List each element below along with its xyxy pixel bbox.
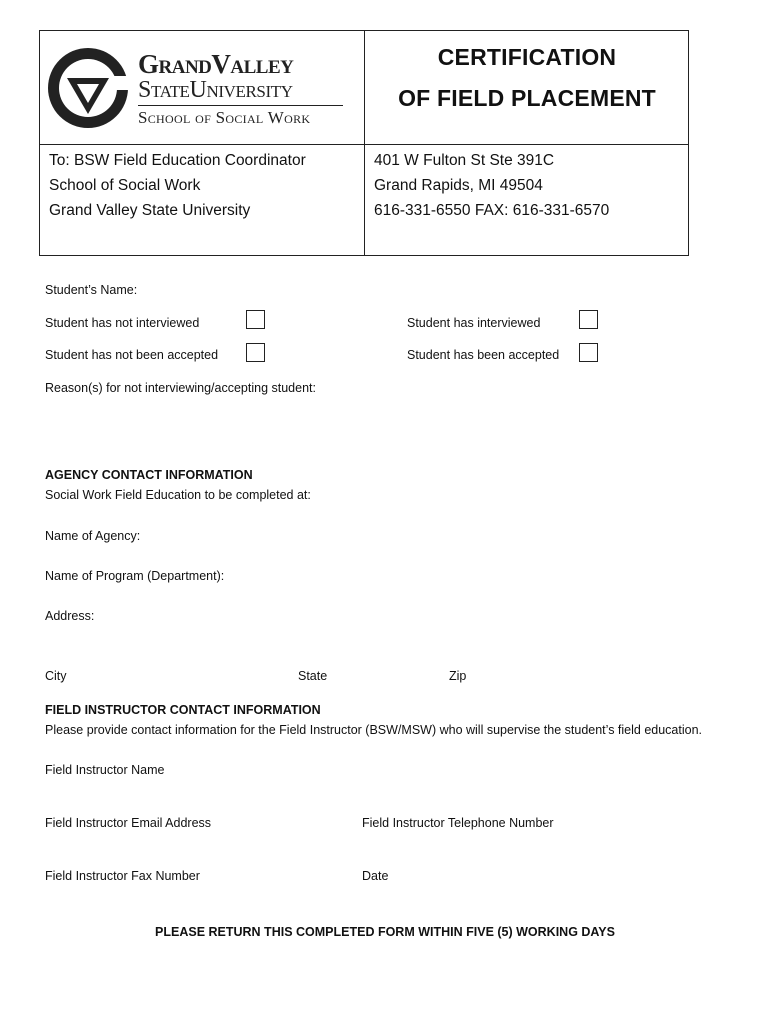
agency-name-label: Name of Agency: [45,529,141,543]
not-interviewed-label: Student has not interviewed [45,316,200,330]
program-name-label: Name of Program (Department): [45,569,225,583]
city-label: City [45,669,67,683]
instructor-section-heading: FIELD INSTRUCTOR CONTACT INFORMATION [45,703,321,717]
gvsu-emblem-icon [46,46,130,130]
interviewed-label: Student has interviewed [407,316,541,330]
student-name-label: Student’s Name: [45,283,138,297]
date-label: Date [362,869,389,883]
state-label: State [298,669,328,683]
logo-line-school: School of Social Work [138,108,311,127]
agency-intro: Social Work Field Education to be completed at: [45,488,311,502]
logo-line-state-university: StateUniversity [138,77,293,103]
instructor-intro: Please provide contact information for the Field Instructor (BSW/MSW) who will supervise the student’s field education. [45,723,703,737]
form-title-line2: OF FIELD PLACEMENT [398,85,656,111]
reason-label: Reason(s) for not interviewing/accepting student: [45,381,316,395]
logo-rule [138,105,343,106]
return-notice: PLEASE RETURN THIS COMPLETED FORM WITHIN FIVE (5) WORKING DAYS [155,925,615,939]
gvsu-logo [46,43,346,133]
zip-label: Zip [449,669,467,683]
accepted-label: Student has been accepted [407,348,560,362]
instructor-email-label: Field Instructor Email Address [45,816,212,830]
instructor-name-label: Field Instructor Name [45,763,165,777]
to-line-school: School of Social Work [49,177,201,194]
form-title-line1: CERTIFICATION [437,44,617,70]
address-phone-fax: 616-331-6550 FAX: 616-331-6570 [374,202,610,219]
instructor-phone-label: Field Instructor Telephone Number [362,816,554,830]
header-divider-horizontal [40,144,688,145]
logo-line-grand-valley: GrandValley [138,49,294,79]
instructor-fax-label: Field Instructor Fax Number [45,869,200,883]
to-line-coordinator: To: BSW Field Education Coordinator [49,152,306,169]
address-label: Address: [45,609,95,623]
to-line-university: Grand Valley State University [49,202,251,219]
address-city-state: Grand Rapids, MI 49504 [374,177,543,194]
accepted-checkbox[interactable] [579,343,598,362]
agency-section-heading: AGENCY CONTACT INFORMATION [45,468,253,482]
not-accepted-checkbox[interactable] [246,343,265,362]
interviewed-checkbox[interactable] [579,310,598,329]
address-street: 401 W Fulton St Ste 391C [374,152,555,169]
not-interviewed-checkbox[interactable] [246,310,265,329]
header-table [39,30,689,256]
not-accepted-label: Student has not been accepted [45,348,219,362]
